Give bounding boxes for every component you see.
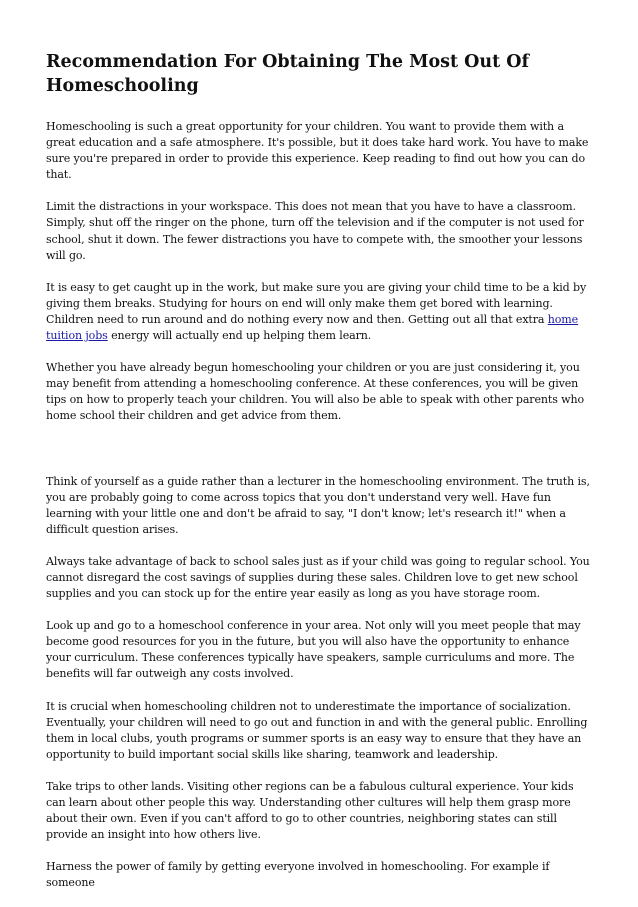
paragraph-trips: Take trips to other lands. Visiting other regions can be a fabulous cultural experience. Your kids can learn about other people this way. Understanding other cultures will help them grasp more about their own. Even if you can't afford to go to other countries, neighboring states can still provide an insight into how others live.	[46, 779, 574, 842]
paragraph-breaks	[46, 280, 594, 344]
document-title: Recommendation For Obtaining The Most Out Of Homeschooling	[46, 52, 530, 96]
paragraph-distractions: Limit the distractions in your workspace. This does not mean that you have to have a classroom. Simply, shut off the ringer on the phone, turn off the television and if the computer is not used for school, shut it down. The fewer distractions you have to compete with, the smoother your lessons will go.	[46, 200, 584, 262]
paragraph-breaks-text-after: energy will actually end up helping them learn.	[107, 329, 372, 343]
paragraph-guide: Think of yourself as a guide rather than a lecturer in the homeschooling environment. The truth is, you are probably going to come across topics that you don't understand very well. Have fun learning with your little one and don't be afraid to say, "I don't know; let's research it!" when a difficult question arises.	[46, 474, 590, 536]
paragraph-socialization: It is crucial when homeschooling children not to underestimate the importance of socialization. Eventually, your children will need to go out and function in and with the general public. Enrolling them in local clubs, youth programs or summer sports is an easy way to ensure that they have an opportunity to build important social skills like sharing, teamwork and leadership.	[46, 699, 588, 761]
paragraph-family: Harness the power of family by getting everyone involved in homeschooling. For example if someone	[46, 860, 550, 890]
paragraph-intro: Homeschooling is such a great opportunity for your children. You want to provide them with a great education and a safe atmosphere. It's possible, but it does take hard work. You have to make sure you're prepared in order to provide this experience. Keep reading to find out how you can do that.	[46, 120, 589, 182]
paragraph-breaks-text-before: It is easy to get caught up in the work, but make sure you are giving your child time to be a kid by giving them breaks. Studying for hours on end will only make them get bored with learning. Children need to run around and do nothing every now and then. Getting out all that extra	[46, 280, 587, 326]
home-tuition-jobs-link[interactable]: home tuition jobs	[46, 312, 579, 343]
paragraph-conference: Whether you have already begun homeschooling your children or you are just considering it, you may benefit from attending a homeschooling conference. At these conferences, you will be given tips on how to properly teach your children. You will also be able to speak with other parents who home school their children and get advice from them.	[46, 361, 585, 423]
paragraph-sales: Always take advantage of back to school sales just as if your child was going to regular school. You cannot disregard the cost savings of supplies during these sales. Children love to get new school supplies and you can stock up for the entire year easily as long as you have storage room.	[46, 554, 590, 601]
paragraph-local-conference: Look up and go to a homeschool conference in your area. Not only will you meet people that may become good resources for you in the future, but you will also have the opportunity to enhance your curriculum. These conferences typically have speakers, sample curriculums and more. The benefits will far outweigh any costs involved.	[46, 619, 581, 681]
document-page	[46, 50, 594, 907]
